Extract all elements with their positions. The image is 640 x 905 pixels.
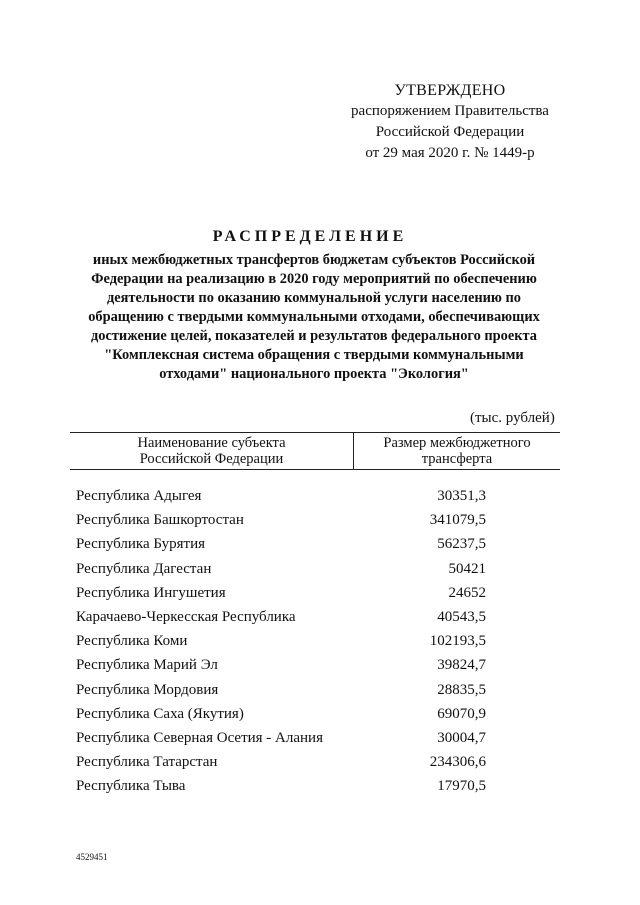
header-subject-line-2: Российской Федерации bbox=[139, 451, 284, 467]
document-title: РАСПРЕДЕЛЕНИЕ bbox=[212, 228, 408, 245]
row-subject: Карачаево-Черкесская Республика bbox=[76, 608, 296, 625]
row-value: 234306,6 bbox=[429, 754, 486, 771]
row-subject: Республика Тыва bbox=[76, 778, 186, 795]
row-value: 40543,5 bbox=[437, 608, 486, 625]
table-row bbox=[76, 632, 556, 656]
row-subject: Республика Адыгея bbox=[76, 488, 202, 504]
header-transfer-line-2: трансферта bbox=[421, 451, 493, 467]
row-subject: Республика Башкортостан bbox=[76, 512, 244, 529]
approval-line-1: распоряжением Правительства bbox=[351, 103, 549, 119]
table-row bbox=[76, 777, 556, 801]
row-value: 17970,5 bbox=[437, 778, 486, 795]
table-row bbox=[76, 705, 556, 729]
row-value: 341079,5 bbox=[429, 512, 486, 529]
row-subject: Республика Коми bbox=[76, 633, 188, 650]
row-value: 39824,7 bbox=[437, 657, 486, 674]
subtitle-line: "Комплексная система обращения с твердыми коммунальными bbox=[104, 347, 524, 363]
document-number: 4529451 bbox=[76, 852, 108, 862]
header-transfer-size bbox=[354, 435, 560, 467]
row-subject: Республика Бурятия bbox=[76, 536, 206, 553]
row-value: 30004,7 bbox=[437, 729, 486, 746]
row-value: 24652 bbox=[448, 584, 486, 601]
approval-block bbox=[300, 80, 600, 164]
header-subject-name bbox=[70, 435, 353, 467]
subtitle-line: отходами" национального проекта "Экология" bbox=[159, 366, 469, 382]
row-subject: Республика Татарстан bbox=[76, 754, 218, 771]
subtitle-line: достижение целей, показателей и результатов федерального проекта bbox=[91, 328, 537, 344]
table-row bbox=[76, 511, 556, 535]
row-subject: Республика Мордовия bbox=[76, 681, 219, 698]
table-row bbox=[76, 608, 556, 632]
row-subject: Республика Саха (Якутия) bbox=[76, 705, 244, 722]
table-row bbox=[76, 535, 556, 559]
row-value: 30351,3 bbox=[437, 488, 486, 504]
header-subject-line-1: Наименование субъекта bbox=[137, 435, 286, 451]
table-row bbox=[76, 584, 556, 608]
row-subject: Республика Марий Эл bbox=[76, 657, 218, 674]
row-subject: Республика Дагестан bbox=[76, 560, 212, 577]
row-value: 50421 bbox=[448, 560, 486, 577]
subtitle-line: иных межбюджетных трансфертов бюджетам субъектов Российской bbox=[92, 252, 536, 268]
table-row bbox=[76, 560, 556, 584]
row-value: 69070,9 bbox=[437, 705, 486, 722]
table-body bbox=[76, 487, 556, 801]
subtitle-line: деятельности по оказанию коммунальной услуги населению по bbox=[106, 290, 522, 306]
row-subject: Республика Северная Осетия - Алания bbox=[76, 729, 323, 746]
approved-heading: УТВЕРЖДЕНО bbox=[394, 82, 506, 99]
table-row bbox=[76, 729, 556, 753]
row-subject: Республика Ингушетия bbox=[76, 584, 226, 601]
units-label: (тыс. рублей) bbox=[470, 410, 555, 426]
table-row bbox=[76, 681, 556, 705]
document-subtitle bbox=[66, 251, 562, 384]
table-row bbox=[76, 753, 556, 777]
header-transfer-line-1: Размер межбюджетного bbox=[383, 435, 531, 451]
subtitle-line: Федерации на реализацию в 2020 году мероприятий по обеспечению bbox=[91, 271, 537, 287]
approval-line-2: Российской Федерации bbox=[375, 124, 525, 140]
table-header bbox=[70, 432, 560, 470]
row-value: 102193,5 bbox=[429, 633, 486, 650]
row-value: 56237,5 bbox=[437, 536, 486, 553]
approval-line-3: от 29 мая 2020 г. № 1449-р bbox=[365, 145, 535, 161]
table-row bbox=[76, 656, 556, 680]
subtitle-line: обращению с твердыми коммунальными отходами, обеспечивающих bbox=[88, 309, 540, 325]
table-row bbox=[76, 487, 556, 511]
row-value: 28835,5 bbox=[437, 681, 486, 698]
